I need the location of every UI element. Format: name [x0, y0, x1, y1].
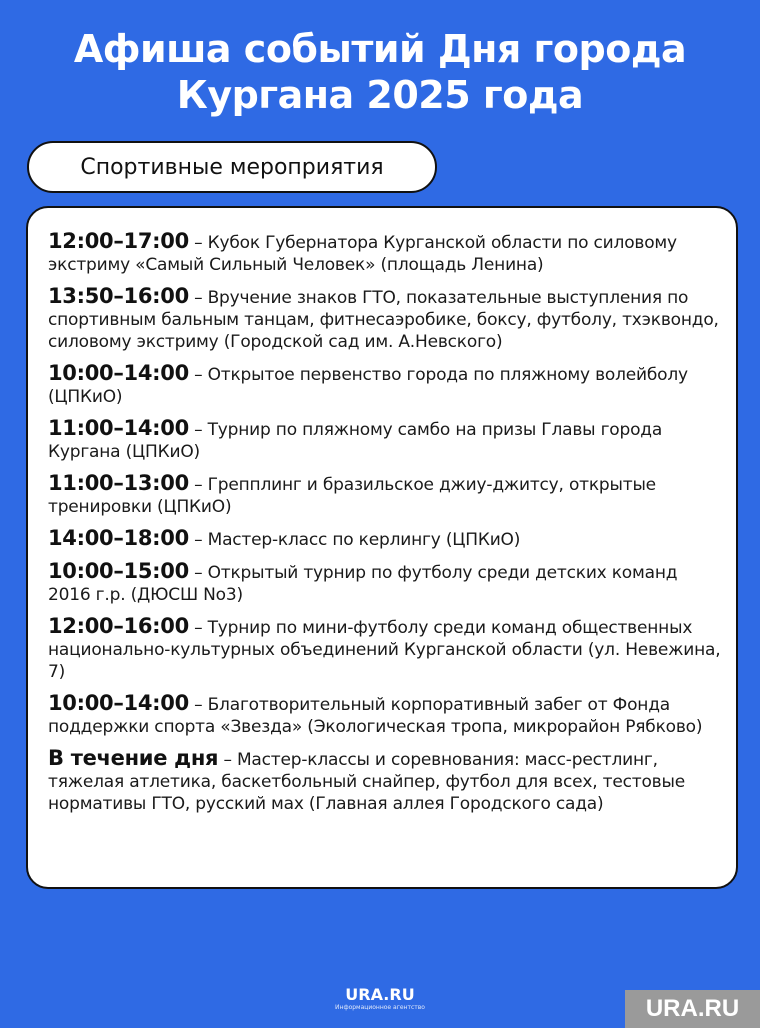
- event-time: 11:00–14:00: [48, 416, 189, 440]
- event-item: [48, 362, 722, 408]
- event-time: 11:00–13:00: [48, 471, 189, 495]
- event-description: – Вручение знаков ГТО, показательные выступления по спортивным бальным танцам, фитнесаэробике, боксу, футболу, тхэквондо, силовому экстриму (Городской сад им. А.Невского): [48, 288, 719, 352]
- corner-watermark-badge: URA.RU: [625, 990, 760, 1028]
- event-item: [48, 692, 722, 738]
- event-item: [48, 417, 722, 463]
- event-description: – Благотворительный корпоративный забег от Фонда поддержки спорта «Звезда» (Экологическая тропа, микрорайон Рябково): [48, 695, 703, 737]
- footer-brand: URA.RU: [345, 985, 415, 1004]
- event-description: – Мастер-классы и соревнования: масс-рестлинг, тяжелая атлетика, баскетбольный снайпер, футбол для всех, тестовые нормативы ГТО, русский мах (Главная аллея Городского сада): [48, 750, 685, 814]
- event-time: 12:00–17:00: [48, 229, 189, 253]
- event-item: [48, 615, 722, 683]
- event-time: 13:50–16:00: [48, 284, 189, 308]
- event-description: – Мастер-класс по керлингу (ЦПКиО): [188, 530, 521, 550]
- events-card: [26, 206, 738, 889]
- event-item: [48, 472, 722, 518]
- event-description: – Открытый турнир по футболу среди детских команд 2016 г.р. (ДЮСШ No3): [48, 563, 678, 605]
- event-description: – Открытое первенство города по пляжному волейболу (ЦПКиО): [48, 365, 688, 407]
- event-time: 10:00–14:00: [48, 361, 189, 385]
- event-time: 12:00–16:00: [48, 614, 189, 638]
- title-line-2: Кургана 2025 года: [176, 73, 584, 117]
- event-time: 10:00–14:00: [48, 691, 189, 715]
- event-item: [48, 285, 722, 353]
- section-label: Спортивные мероприятия: [27, 141, 437, 193]
- event-description: – Турнир по мини-футболу среди команд общественных национально-культурных объединений Курганской области (ул. Невежина, 7): [48, 618, 721, 682]
- event-item: [48, 230, 722, 276]
- event-item: [48, 747, 722, 815]
- event-time: В течение дня: [48, 746, 219, 770]
- event-description: – Кубок Губернатора Курганской области по силовому экстриму «Самый Сильный Человек» (площадь Ленина): [48, 233, 677, 275]
- event-item: [48, 527, 722, 551]
- footer-tagline: Информационное агентство: [335, 1004, 425, 1011]
- event-time: 10:00–15:00: [48, 559, 189, 583]
- event-item: [48, 560, 722, 606]
- event-description: – Грепплинг и бразильское джиу-джитсу, открытые тренировки (ЦПКиО): [48, 475, 656, 517]
- event-description: – Турнир по пляжному самбо на призы Главы города Кургана (ЦПКиО): [48, 420, 663, 462]
- page-title: [0, 26, 760, 118]
- event-time: 14:00–18:00: [48, 526, 189, 550]
- title-line-1: Афиша событий Дня города: [73, 27, 687, 71]
